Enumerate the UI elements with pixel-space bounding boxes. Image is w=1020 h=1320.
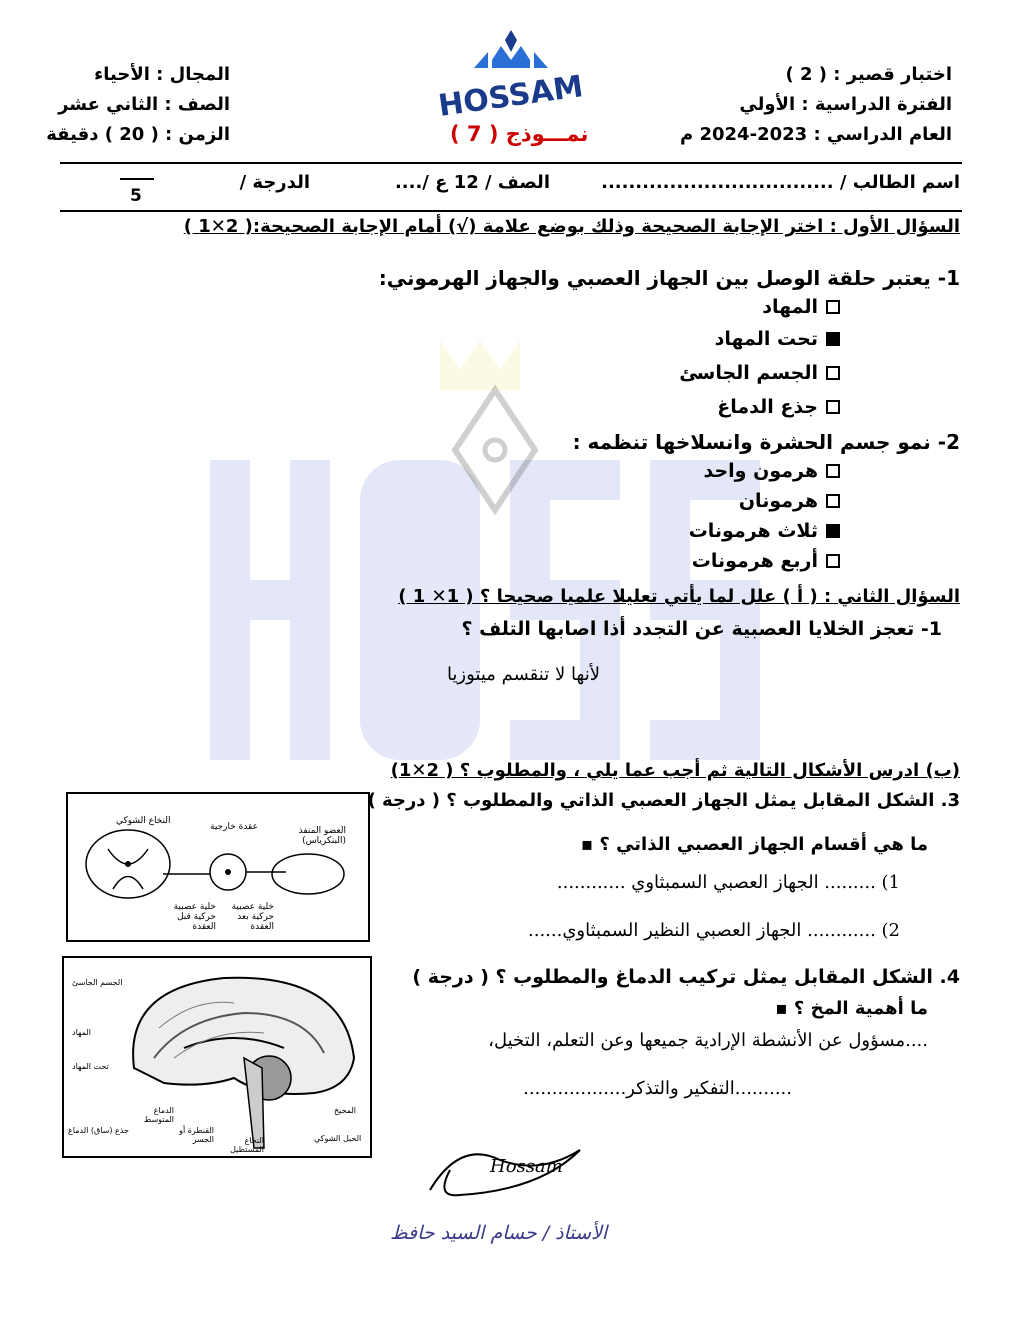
header-term: الفترة الدراسية : الأولي: [739, 94, 952, 115]
checkbox[interactable]: [826, 464, 840, 478]
bullet-icon: ▪: [775, 998, 788, 1019]
checkbox[interactable]: [826, 300, 840, 314]
fig1-label-post: خلية عصبية حركية بعد العقدة: [231, 902, 274, 932]
q2-item3: 3. الشكل المقابل يمثل الجهاز العصبي الذاتي والمطلوب ؟ ( درجة ): [367, 790, 960, 811]
hossam-logo: [436, 28, 586, 124]
checkbox[interactable]: [826, 494, 840, 508]
student-class-field: الصف / 12 ع /....: [394, 172, 550, 193]
checkbox[interactable]: [826, 554, 840, 568]
q1-item1-option1[interactable]: المهاد: [762, 296, 840, 318]
bullet-icon: ▪: [580, 834, 594, 855]
checkbox-checked[interactable]: [826, 332, 840, 346]
fig2-label-cerebellum: المخيخ: [334, 1106, 357, 1115]
fig2-label-pons: القنطرة أو الجسر: [179, 1126, 214, 1144]
q1-item1-option4[interactable]: جذع الدماغ: [717, 396, 840, 418]
q2-item4: 4. الشكل المقابل يمثل تركيب الدماغ والمطلوب ؟ ( درجة ): [412, 966, 960, 988]
header-year: العام الدراسي : 2023-2024 م: [680, 124, 952, 145]
fig2-label-midbrain: الدماغ المتوسط: [143, 1106, 174, 1124]
teacher-name: الأستاذ / حسام السيد حافظ: [390, 1222, 608, 1244]
header-divider: [60, 162, 962, 164]
fig2-label-stem: جذع (ساق) الدماغ: [68, 1126, 129, 1135]
fig1-label-organ: العضو المنفذ (البنكرياس): [298, 826, 346, 846]
checkbox[interactable]: [826, 366, 840, 380]
q1-item1-option2[interactable]: تحت المهاد: [715, 328, 840, 350]
q1-item2-stem: 2- نمو جسم الحشرة وانسلاخها تنظمه :: [572, 430, 960, 454]
student-divider: [60, 210, 962, 212]
q1-item2-option3[interactable]: ثلاث هرمونات: [689, 520, 840, 542]
q2-item3-answer2: 2) ............ الجهاز العصبي النظير السمبثاوي......: [528, 920, 900, 941]
q1-item1-option3[interactable]: الجسم الجاسئ: [679, 362, 840, 384]
score-fraction-line: [120, 178, 154, 180]
q2-item3-sub: ما هي أقسام الجهاز العصبي الذاتي ؟ ▪: [580, 834, 928, 855]
fig2-label-medulla: النخاع المستطيل: [230, 1136, 264, 1154]
fig2-label-hypo: تحت المهاد: [72, 1062, 109, 1071]
figure-autonomic-system: [66, 792, 370, 942]
signature: [420, 1130, 600, 1210]
q2-answer1: لأنها لا تنقسم ميتوزيا: [446, 664, 600, 685]
model-number: نمـــوذج ( 7 ): [450, 122, 589, 146]
score-label: الدرجة /: [239, 172, 310, 193]
fig2-label-corpus: الجسم الجاسئ: [72, 978, 123, 987]
fig2-label-cord: الحبل الشوكي: [314, 1134, 362, 1143]
q2-item4-sub: ما أهمية المخ ؟ ▪: [775, 998, 928, 1019]
q2-item4-answer2: ..........التفكير والتذكر..................: [523, 1078, 792, 1099]
q2-item4-answer1: ....مسؤول عن الأنشطة الإرادية جميعها وعن التعلم، التخيل،: [488, 1030, 928, 1051]
q2-item3-answer1: 1) ......... الجهاز العصبي السمبثاوي ............: [556, 872, 900, 893]
header-test: اختبار قصير : ( 2 ): [785, 64, 952, 85]
checkbox[interactable]: [826, 400, 840, 414]
fig1-label-ganglion: عقدة خارجية: [210, 822, 258, 832]
q1-item2-option1[interactable]: هرمون واحد: [704, 460, 841, 482]
q1-item1-stem: 1- يعتبر حلقة الوصل بين الجهاز العصبي والجهاز الهرموني:: [378, 266, 960, 290]
header-time: الزمن : ( 20 ) دقيقة: [46, 124, 230, 145]
q1-item2-option4[interactable]: أربع هرمونات: [692, 550, 840, 572]
q2-title: السؤال الثاني : ( أ ) علل لما يأتي تعليلا علميا صحيحا ؟ ( 1✕ 1 ): [398, 586, 960, 607]
student-name-field: اسم الطالب / ..................................: [601, 172, 960, 193]
header-domain: المجال : الأحياء: [94, 64, 230, 85]
score-total: 5: [130, 186, 142, 206]
q1-item2-option2[interactable]: هرمونان: [739, 490, 840, 512]
fig1-label-pre: خلية عصبية حركية قبل العقدة: [173, 902, 216, 932]
q1-title: السؤال الأول : اختر الإجابة الصحيحة وذلك بوضع علامة (√) أمام الإجابة الصحيحة:( 2✕1 ): [183, 216, 960, 237]
q2-item1: 1- تعجز الخلايا العصبية عن التجدد أذا اصابها التلف ؟: [461, 618, 942, 640]
checkbox-checked[interactable]: [826, 524, 840, 538]
watermark-pen-icon: [440, 390, 550, 510]
fig2-label-thalamus: المهاد: [72, 1028, 91, 1037]
fig1-label-spinal: النخاع الشوكي: [116, 816, 171, 826]
svg-text:Hossam: Hossam: [490, 1156, 563, 1177]
figure-brain: [62, 956, 372, 1158]
header-grade: الصف : الثاني عشر: [58, 94, 230, 115]
q2-part-b-title: (ب) ادرس الأشكال التالية ثم أجب عما يلي ، والمطلوب ؟ ( 2✕1): [390, 760, 960, 781]
svg-text:HOSSAM: HOSSAM: [436, 69, 586, 124]
